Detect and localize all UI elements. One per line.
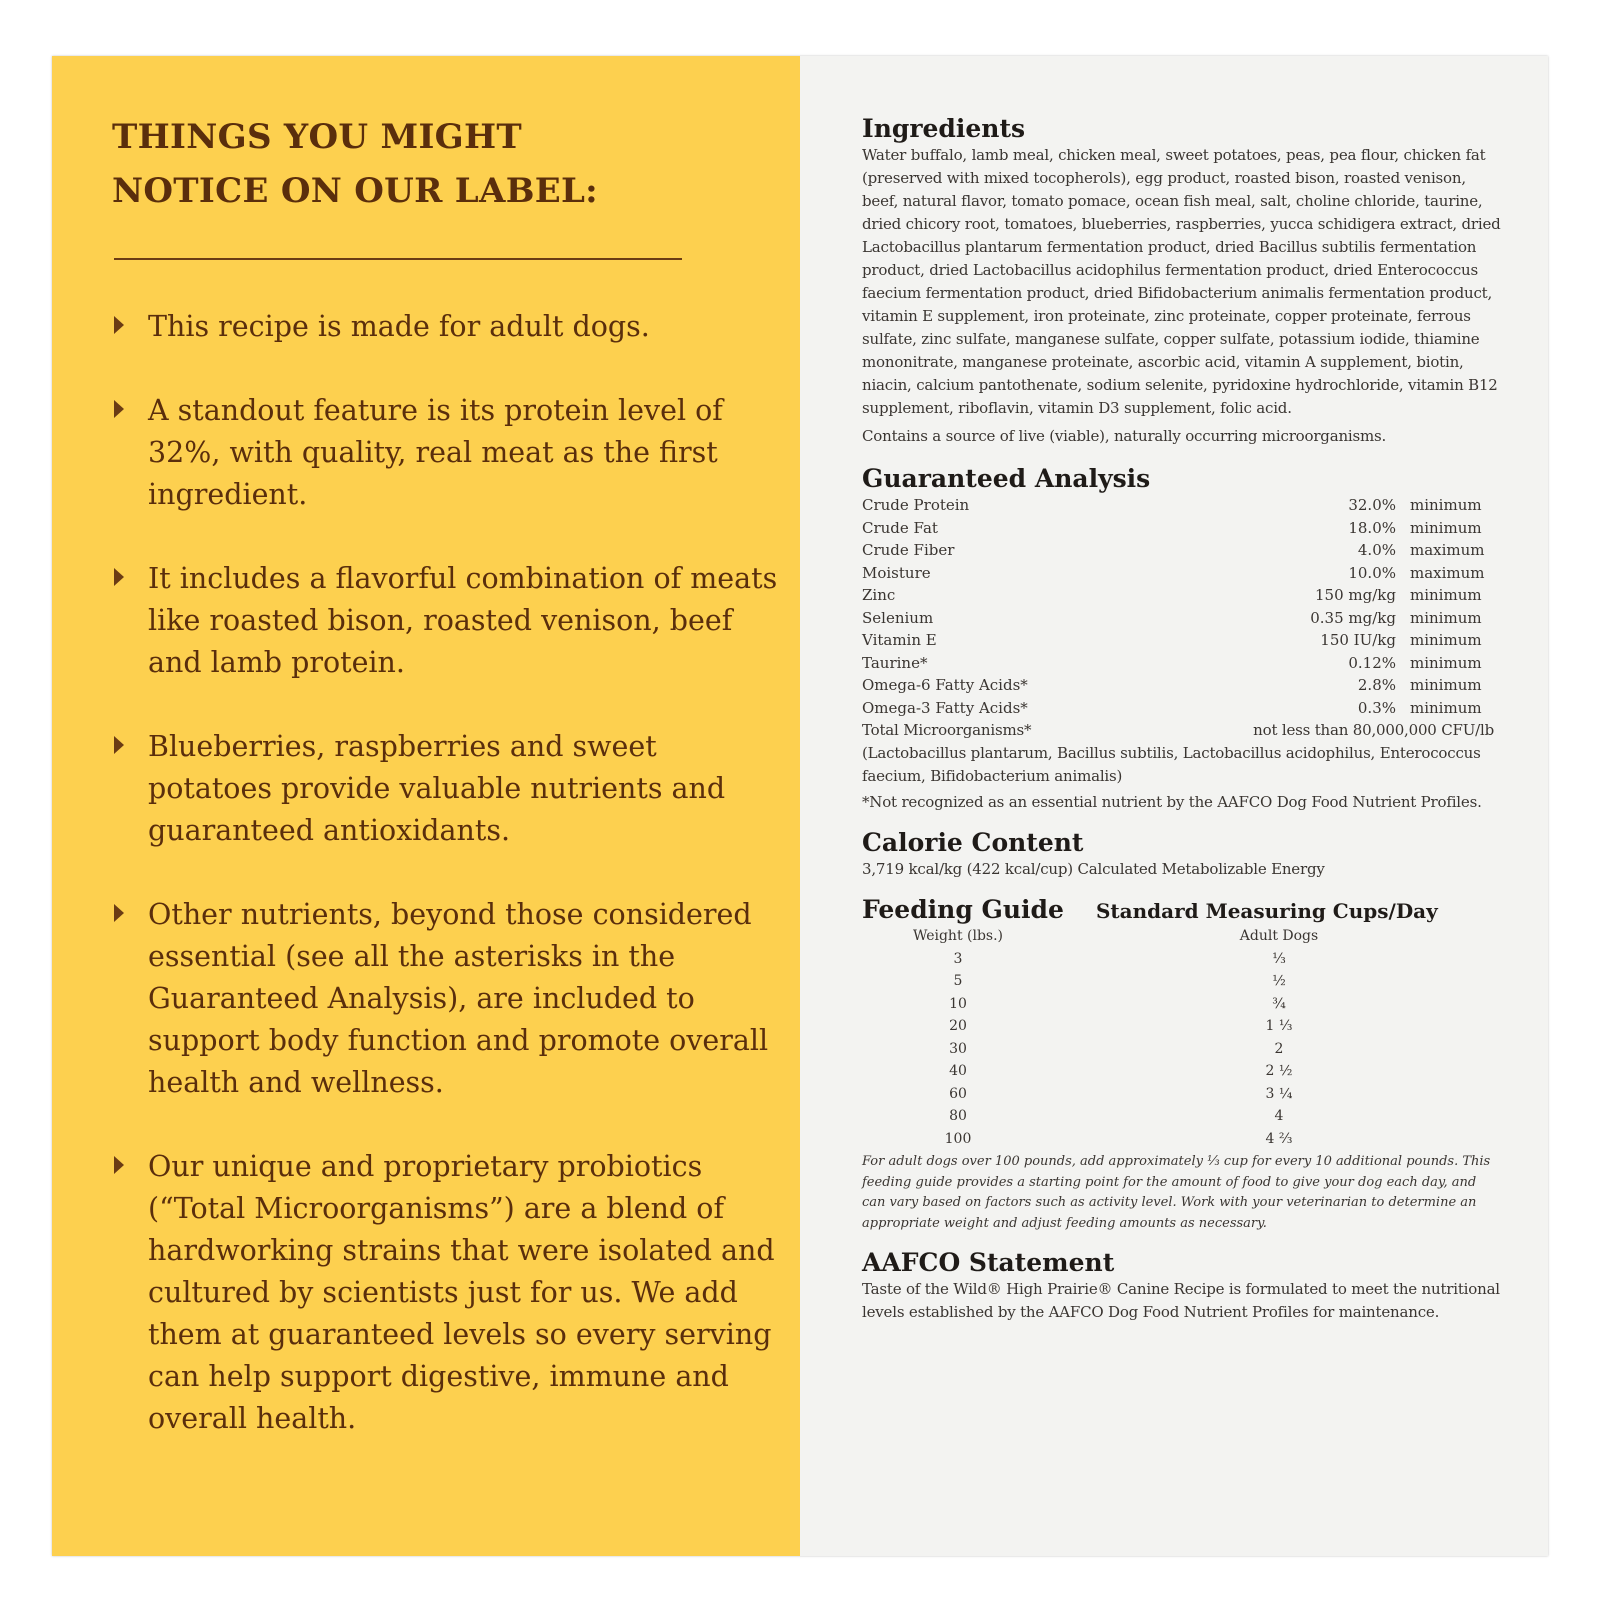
nutrient-qualifier: minimum [1410,586,1482,604]
nutrient-value: 0.35 mg/kg [1310,608,1396,627]
feeding-cups: ¾ [1272,995,1286,1012]
nutrient-qualifier: minimum [1410,631,1482,649]
probiotic-strains: (Lactobacillus plantarum, Bacillus subtilis, Lactobacillus acidophilus, Enterococcus faecium, Bifidobacterium animalis) [862,744,1481,785]
analysis-table [862,494,1502,719]
analysis-row [862,562,1502,585]
feeding-note: For adult dogs over 100 pounds, add approximately ⅓ cup for every 10 additional pounds. This feeding guide provides a starting point for the amount of food to give your dog each day, and can vary based on factors such as activity level. Work with your veterinarian to determine an appropriate weight and adjust feeding amounts as necessary. [862,1154,1491,1231]
nutrient-qualifier: minimum [1410,608,1482,627]
feeding-row [902,970,1334,993]
aafco-text: Taste of the Wild® High Prairie® Canine Recipe is formulated to meet the nutritional levels established by the AAFCO Dog Food Nutrient Profiles for maintenance. [862,1280,1500,1321]
highlight-item [112,726,786,852]
label-card [52,56,1548,1556]
analysis-row [862,697,1502,720]
nutrient-value: 150 mg/kg [1315,586,1396,604]
feeding-row [902,1060,1334,1083]
calorie-text: 3,719 kcal/kg (422 kcal/cup) Calculated Metabolizable Energy [862,860,1325,878]
nutrient-name: Moisture [862,563,931,582]
feeding-cups: 4 ⅔ [1265,1130,1293,1147]
feeding-table [902,925,1334,1150]
analysis-row [862,674,1502,697]
highlights-title-line2: NOTICE ON OUR LABEL: [112,171,599,211]
feeding-weight: 100 [944,1130,972,1147]
feeding-row [902,1128,1334,1151]
total-microorganisms-label: Total Microorganisms* [862,721,1032,739]
triangle-bullet-icon [114,1156,124,1174]
nutrient-qualifier: maximum [1410,563,1485,582]
nutrient-value: 18.0% [1348,518,1396,537]
title-divider [114,258,682,260]
feeding-row [902,1083,1334,1106]
feeding-row [902,1038,1334,1061]
highlight-item [112,1146,786,1440]
analysis-row [862,652,1502,675]
highlight-text: Other nutrients, beyond those considered essential (see all the asterisks in the Guaranteed Analysis), are included to support body function and promote overall health and wellness. [148,898,769,1099]
total-microorganisms-value: not less than 80,000,000 CFU/lb [1253,721,1494,739]
feeding-row [902,993,1334,1016]
feeding-cups: 2 [1274,1040,1284,1057]
feeding-row [902,1015,1334,1038]
feeding-row [902,1105,1334,1128]
highlights-list [112,306,786,1440]
triangle-bullet-icon [114,904,124,922]
ingredients-text: Water buffalo, lamb meal, chicken meal, sweet potatoes, peas, pea flour, chicken fat (preserved with mixed tocopherols), egg product, roasted bison, roasted venison, beef, natural flavor, tomato pomace, ocean fish meal, salt, choline chloride, taurine, dried chicory root, tomatoes, blueberries, raspberries, yucca schidigera extract, dried Lactobacillus plantarum fermentation product, dried Bacillus subtilis fermentation product, dried Lactobacillus acidophilus fermentation product, dried Enterococcus faecium fermentation product, dried Bifidobacterium animalis fermentation product, vitamin E supplement, iron proteinate, zinc proteinate, copper proteinate, ferrous sulfate, zinc sulfate, manganese sulfate, copper sulfate, potassium iodide, thiamine mononitrate, manganese proteinate, ascorbic acid, vitamin A supplement, biotin, niacin, calcium pantothenate, sodium selenite, pyridoxine hydrochloride, vitamin B12 supplement, riboflavin, vitamin D3 supplement, folic acid. [862,146,1501,417]
nutrient-name: Taurine* [862,653,928,672]
weight-column-header: Weight (lbs.) [912,928,1004,944]
nutrient-value: 0.12% [1348,653,1396,672]
highlight-item [112,558,786,684]
nutrient-value: 0.3% [1357,698,1396,717]
triangle-bullet-icon [114,400,124,418]
analysis-heading: Guaranteed Analysis [862,464,1151,493]
feeding-weight: 40 [949,1063,967,1079]
feeding-header [862,895,1502,925]
highlights-panel [52,56,800,1556]
microorganisms-note: Contains a source of live (viable), naturally occurring microorganisms. [862,427,1387,445]
highlight-item [112,894,786,1104]
feeding-subheading: Standard Measuring Cups/Day [1095,899,1438,923]
triangle-bullet-icon [114,568,124,586]
nutrient-name: Zinc [862,586,896,604]
highlights-title-line1: THINGS YOU MIGHT [112,117,523,157]
analysis-row [862,629,1502,652]
adult-dogs-column-header: Adult Dogs [1239,928,1319,944]
nutrient-name: Crude Fiber [862,541,955,559]
nutrient-name: Omega-3 Fatty Acids* [862,698,1028,717]
highlight-item [112,306,786,348]
nutrient-qualifier: minimum [1410,518,1482,537]
feeding-cups: ½ [1272,973,1286,989]
calorie-heading: Calorie Content [862,828,1084,857]
nutrient-name: Crude Fat [862,518,938,537]
nutrient-qualifier: minimum [1410,653,1482,672]
feeding-weight: 60 [949,1085,967,1102]
feeding-heading: Feeding Guide [862,895,1064,924]
nutrient-qualifier: minimum [1410,698,1482,717]
feeding-row [902,948,1334,971]
feeding-weight: 3 [953,950,963,967]
highlights-title [112,110,786,218]
analysis-footnote: *Not recognized as an essential nutrient by the AAFCO Dog Food Nutrient Profiles. [862,793,1482,811]
nutrient-value: 4.0% [1357,541,1396,559]
feeding-weight: 20 [949,1018,967,1034]
highlight-text: It includes a flavorful combination of meats like roasted bison, roasted venison, beef and lamb protein. [148,562,778,679]
highlight-text: A standout feature is its protein level of 32%, with quality, real meat as the first ingredient. [148,394,723,511]
nutrient-name: Crude Protein [862,496,970,514]
ingredients-heading: Ingredients [862,114,1026,143]
nutrient-qualifier: minimum [1410,676,1482,694]
analysis-row [862,494,1502,517]
feeding-cups: 1 ⅓ [1265,1018,1293,1034]
highlight-text: Our unique and proprietary probiotics (“Total Microorganisms”) are a blend of hardworking strains that were isolated and cultured by scientists just for us. We add them at guaranteed levels so every serving can help support digestive, immune and overall health. [148,1150,775,1435]
nutrient-name: Omega-6 Fatty Acids* [862,676,1028,694]
analysis-row [862,584,1502,607]
feeding-cups: 4 [1274,1108,1284,1124]
triangle-bullet-icon [114,736,124,754]
highlight-item [112,390,786,516]
aafco-heading: AAFCO Statement [862,1248,1115,1277]
nutrient-name: Vitamin E [862,631,937,649]
nutrient-name: Selenium [862,608,934,627]
total-microorganisms-row [862,719,1502,742]
feeding-weight: 30 [949,1040,967,1057]
nutrient-value: 32.0% [1348,496,1396,514]
feeding-weight: 10 [949,995,967,1012]
highlight-text: Blueberries, raspberries and sweet potatoes provide valuable nutrients and guaranteed antioxidants. [148,730,726,847]
feeding-cups: 2 ½ [1265,1063,1293,1079]
nutrient-value: 10.0% [1348,563,1396,582]
analysis-row [862,539,1502,562]
feeding-cups: ⅓ [1272,950,1286,967]
nutrient-value: 150 IU/kg [1320,631,1396,649]
triangle-bullet-icon [114,316,124,334]
feeding-weight: 80 [949,1108,967,1124]
analysis-row [862,607,1502,630]
nutrient-value: 2.8% [1357,676,1396,694]
nutrient-qualifier: maximum [1410,541,1485,559]
highlight-text: This recipe is made for adult dogs. [148,310,650,343]
nutrition-panel [800,56,1548,1556]
feeding-weight: 5 [953,973,963,989]
analysis-row [862,517,1502,540]
feeding-cups: 3 ¼ [1265,1085,1293,1102]
nutrient-qualifier: minimum [1410,496,1482,514]
